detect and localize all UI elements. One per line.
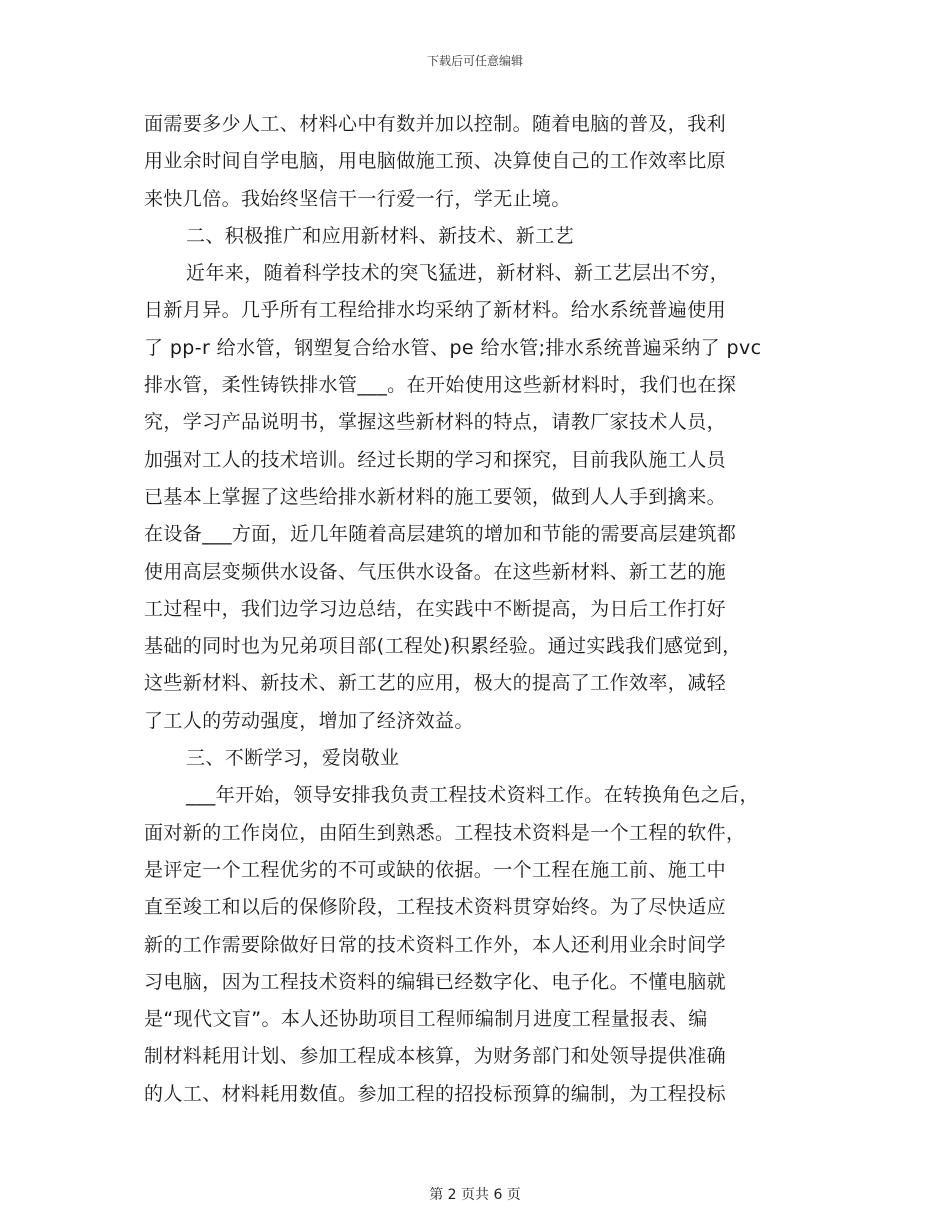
body-line: 面需要多少人工、材料心中有数并加以控制。随着电脑的普及，我利 <box>144 113 727 135</box>
body-line: 的人工、材料耗用数值。参加工程的招投标预算的编制，为工程投标 <box>144 1082 727 1105</box>
body-line: 制材料耗用计划、参加工程成本核算，为财务部门和处领导提供准确 <box>144 1045 727 1068</box>
body-line: 日新月异。几乎所有工程给排水均采纳了新材料。给水系统普遍使用 <box>144 299 727 322</box>
body-line: 新的工作需要除做好日常的技术资料工作外，本人还利用业余时间学 <box>144 933 727 956</box>
body-line: 了工人的劳动强度，增加了经济效益。 <box>144 709 474 732</box>
body-line: ___年开始，领导安排我负责工程技术资料工作。在转换角色之后， <box>186 784 759 807</box>
body-line: 已基本上掌握了这些给排水新材料的施工要领，做到人人手到擒来。 <box>144 485 727 508</box>
section-heading: 三、不断学习，爱岗敬业 <box>186 747 400 770</box>
page-number: 第 2 页共 6 页 <box>429 1187 521 1203</box>
body-line: 工过程中，我们边学习边总结，在实践中不断提高，为日后工作打好 <box>144 597 727 620</box>
body-line: 是评定一个工程优劣的不可或缺的依据。一个工程在施工前、施工中 <box>144 858 727 881</box>
body-line: 排水管，柔性铸铁排水管___。在开始使用这些新材料时，我们也在探 <box>144 374 737 397</box>
section-heading: 二、积极推广和应用新材料、新技术、新工艺 <box>186 224 575 247</box>
body-line: 来快几倍。我始终坚信干一行爱一行，学无止境。 <box>144 187 571 210</box>
body-line: 基础的同时也为兄弟项目部(工程处)积累经验。通过实践我们感觉到， <box>144 635 742 658</box>
body-line: 加强对工人的技术培训。经过长期的学习和探究，目前我队施工人员 <box>144 448 727 471</box>
document-body <box>144 106 844 1113</box>
body-line: 近年来，随着科学技术的突飞猛进，新材料、新工艺层出不穷， <box>186 262 730 285</box>
body-line: 直至竣工和以后的保修阶段，工程技术资料贯穿始终。为了尽快适应 <box>144 896 727 919</box>
body-line: 这些新材料、新技术、新工艺的应用，极大的提高了工作效率，减轻 <box>144 672 727 695</box>
body-line: 用业余时间自学电脑，用电脑做施工预、决算使自己的工作效率比原 <box>144 150 727 173</box>
body-line: 在设备___方面，近几年随着高层建筑的增加和节能的需要高层建筑都 <box>144 523 737 546</box>
body-line: 了 pp-r 给水管，钢塑复合给水管、pe 给水管;排水系统普遍采纳了 pvc <box>144 336 762 359</box>
body-line: 习电脑，因为工程技术资料的编辑已经数字化、电子化。不懂电脑就 <box>144 970 727 993</box>
body-line: 使用高层变频供水设备、气压供水设备。在这些新材料、新工艺的施 <box>144 560 727 583</box>
body-line: 是“现代文盲”。本人还协助项目工程师编制月进度工程量报表、编 <box>144 1008 708 1031</box>
body-line: 究，学习产品说明书，掌握这些新材料的特点，请教厂家技术人员， <box>144 411 727 434</box>
body-line: 面对新的工作岗位，由陌生到熟悉。工程技术资料是一个工程的软件， <box>144 821 746 844</box>
page-header: 下载后可任意编辑 <box>426 54 523 68</box>
